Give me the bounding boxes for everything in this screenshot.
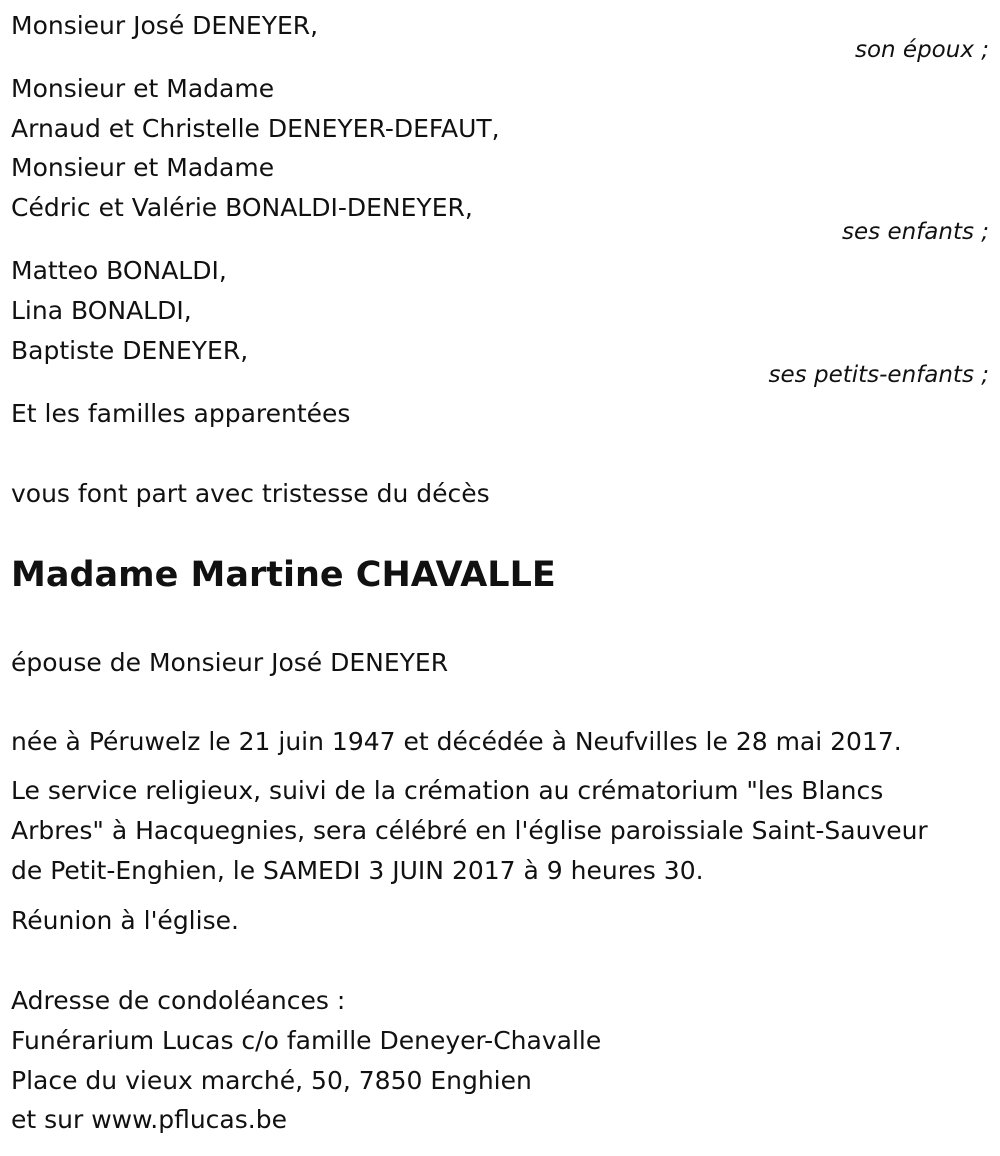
service-line: Le service religieux, suivi de la crémation au crématorium "les Blancs: [11, 776, 884, 805]
condolences-website: et sur www.pflucas.be: [11, 1105, 287, 1134]
service-line: de Petit-Enghien, le SAMEDI 3 JUIN 2017 à 9 heures 30.: [11, 856, 704, 885]
meeting-line: Réunion à l'église.: [11, 906, 239, 935]
spouse-role: son époux ;: [854, 37, 989, 63]
children-line: Monsieur et Madame: [11, 74, 275, 103]
grandchildren-role: ses petits-enfants ;: [768, 362, 989, 388]
children-line: Arnaud et Christelle DENEYER-DEFAUT,: [11, 114, 500, 143]
condolences-line: Funérarium Lucas c/o famille Deneyer-Chavalle: [11, 1026, 602, 1055]
children-line: Monsieur et Madame: [11, 153, 275, 182]
spouse-name: Monsieur José DENEYER,: [11, 11, 319, 40]
children-role: ses enfants ;: [842, 219, 989, 245]
grandchildren-line: Baptiste DENEYER,: [11, 336, 249, 365]
birth-death-line: née à Péruwelz le 21 juin 1947 et décédée à Neufvilles le 28 mai 2017.: [11, 727, 902, 756]
children-line: Cédric et Valérie BONALDI-DENEYER,: [11, 193, 473, 222]
service-line: Arbres" à Hacquegnies, sera célébré en l'église paroissiale Saint-Sauveur: [11, 816, 928, 845]
announcement-line: vous font part avec tristesse du décès: [11, 479, 490, 508]
spouse-of-line: épouse de Monsieur José DENEYER: [11, 648, 449, 677]
obituary-notice: [11, 0, 989, 1156]
condolences-line: Place du vieux marché, 50, 7850 Enghien: [11, 1066, 532, 1095]
grandchildren-line: Lina BONALDI,: [11, 296, 192, 325]
relatives-line: Et les familles apparentées: [11, 399, 351, 428]
grandchildren-line: Matteo BONALDI,: [11, 256, 227, 285]
condolences-heading: Adresse de condoléances :: [11, 986, 346, 1015]
deceased-name: Madame Martine CHAVALLE: [11, 555, 556, 595]
